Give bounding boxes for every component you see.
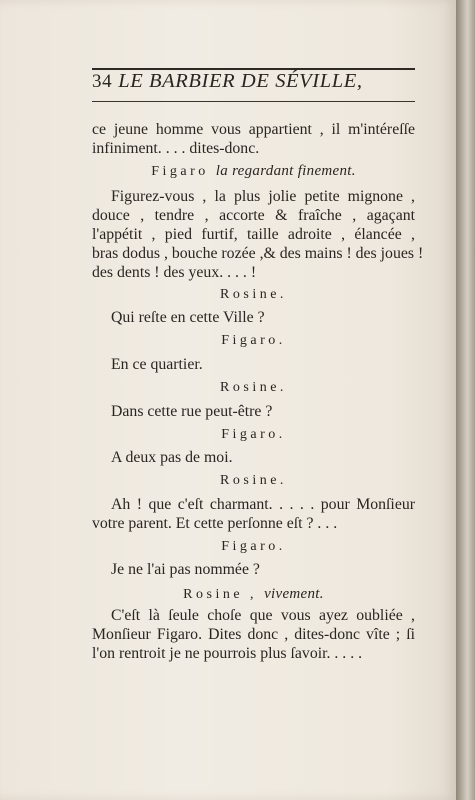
running-header: [92, 70, 415, 100]
speaker-heading: [92, 161, 415, 182]
speaker-heading: Rosine.: [220, 287, 287, 302]
text-line: C'eſt là ſeule choſe que vous ayez oubliée ,: [111, 607, 415, 624]
text-line: Figurez-vous , la plus jolie petite mignone ,: [111, 188, 415, 205]
speaker-heading: [92, 584, 415, 605]
text-line: A deux pas de moi.: [111, 449, 233, 466]
stage-direction: la regardant finement.: [215, 163, 356, 179]
stage-direction: vivement.: [264, 586, 324, 602]
text-line: Qui reſte en cette Ville ?: [111, 309, 265, 326]
text-line: l'appétit , pied furtif, taille adroite , élancée ,: [92, 226, 415, 243]
text-line: infiniment. . . . dites-donc.: [92, 140, 260, 157]
text-line: des dents ! des yeux. . . . !: [92, 264, 257, 281]
text-line: ce jeune homme vous appartient , il m'intéreſſe: [92, 121, 415, 138]
text-line: l'on rentroit je ne pourrois plus ſavoir. . . . .: [92, 645, 363, 662]
speaker-heading: Figaro.: [221, 539, 286, 554]
text-line: Je ne l'ai pas nommée ?: [111, 561, 260, 578]
speaker-heading: Figaro.: [221, 333, 286, 348]
text-line: En ce quartier.: [111, 356, 203, 373]
text-line: bras dodus , bouche rozée ,& des mains ! des joues !: [92, 245, 424, 262]
speaker-heading: Rosine.: [220, 473, 287, 488]
text-line: Monſieur Figaro. Dites donc , dites-donc vîte ; ſi: [92, 626, 415, 643]
text-line: Ah ! que c'eſt charmant. . . . . pour Monſieur: [111, 496, 415, 513]
header-bottom-rule: [92, 101, 415, 102]
text-line: Dans cette rue peut-être ?: [111, 403, 273, 420]
speaker-heading: Figaro.: [221, 427, 286, 442]
speaker-name: Figaro: [151, 164, 209, 179]
text-line: votre parent. Et cette perſonne eſt ? . . .: [92, 515, 338, 532]
running-title: LE BARBIER DE SÉVILLE,: [118, 70, 363, 92]
page-edge: [456, 0, 475, 800]
text-line: douce , tendre , accorte & fraîche , agaçant: [92, 207, 415, 224]
speaker-heading: Rosine.: [220, 380, 287, 395]
page-number: 34: [92, 71, 113, 92]
speaker-name: Rosine ,: [183, 587, 258, 602]
